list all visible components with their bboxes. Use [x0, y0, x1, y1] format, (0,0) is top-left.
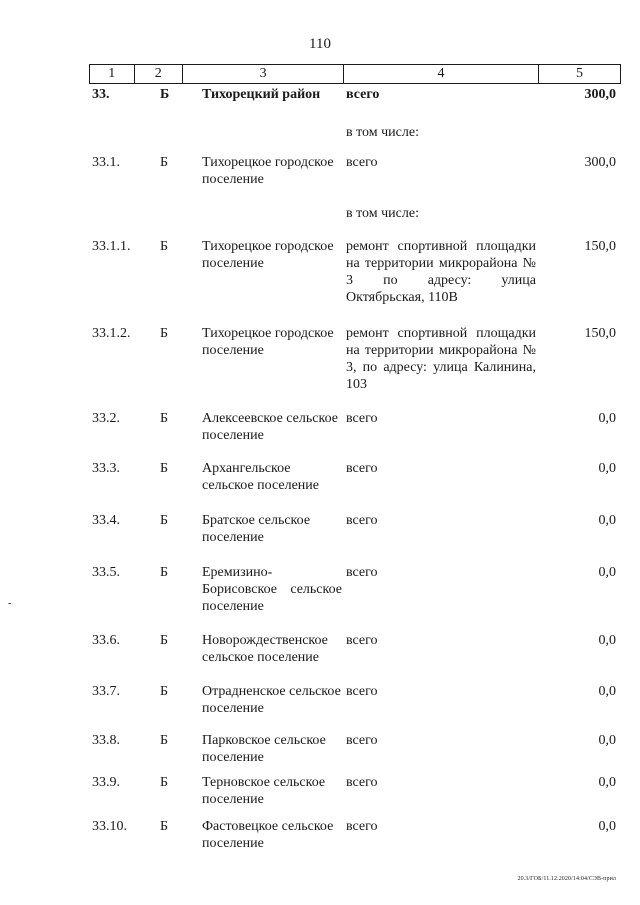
row-name: Парковское сельское поселение	[202, 733, 326, 765]
row-number: 33.10.	[92, 819, 127, 834]
row-value: 300,0	[584, 155, 616, 170]
row-number: 33.	[92, 87, 110, 102]
column-header-1: 1	[90, 65, 135, 84]
row-description: всего	[346, 155, 378, 170]
row-number: 33.4.	[92, 513, 120, 528]
row-value: 0,0	[598, 565, 616, 580]
row-value: 0,0	[598, 819, 616, 834]
row-number: 33.1.2.	[92, 326, 131, 341]
row-description: в том числе:	[346, 206, 419, 221]
row-category: Б	[160, 155, 169, 170]
row-category: Б	[160, 819, 169, 834]
column-header-5: 5	[538, 65, 620, 84]
row-number: 33.3.	[92, 461, 120, 476]
row-category: Б	[160, 326, 169, 341]
row-description: всего	[346, 733, 378, 748]
row-description: всего	[346, 819, 378, 834]
row-value: 0,0	[598, 513, 616, 528]
row-description: в том числе:	[346, 125, 419, 140]
page-number: 110	[309, 36, 331, 52]
row-name: Терновское сельское поселение	[202, 775, 326, 807]
row-name: Тихорецкое городское поселение	[202, 155, 334, 187]
row-value: 300,0	[584, 87, 616, 102]
row-category: Б	[160, 239, 169, 254]
row-number: 33.2.	[92, 411, 120, 426]
row-name: Новорождественское сельское поселение	[202, 633, 328, 665]
row-description: всего	[346, 411, 378, 426]
row-description: всего	[346, 633, 378, 648]
document-footer-code: 20.3/ГОБ/11.12.2020/14:04/СЭВ-прил	[517, 876, 616, 882]
row-name: Еремизино-Борисовское сельское поселение	[202, 565, 342, 614]
row-description: ремонт спортивной площадки на территории микрорайона № 3 по адресу: улица Октябрьская, 110В	[346, 239, 536, 305]
row-name: Отрадненское сельское поселение	[202, 684, 341, 716]
row-category: Б	[160, 87, 170, 102]
column-header-3: 3	[183, 65, 344, 84]
column-header-4: 4	[344, 65, 539, 84]
row-category: Б	[160, 733, 169, 748]
row-category: Б	[160, 633, 169, 648]
row-description: всего	[346, 565, 378, 580]
row-value: 0,0	[598, 633, 616, 648]
column-header-table	[89, 64, 621, 84]
row-name: Алексеевское сельское поселение	[202, 411, 338, 443]
row-category: Б	[160, 513, 169, 528]
row-category: Б	[160, 684, 169, 699]
row-category: Б	[160, 411, 169, 426]
row-number: 33.5.	[92, 565, 120, 580]
row-number: 33.8.	[92, 733, 120, 748]
row-number: 33.1.	[92, 155, 120, 170]
row-number: 33.9.	[92, 775, 120, 790]
row-number: 33.6.	[92, 633, 120, 648]
row-name: Тихорецкое городское поселение	[202, 239, 334, 271]
row-category: Б	[160, 461, 169, 476]
row-name: Тихорецкий район	[202, 87, 321, 102]
row-category: Б	[160, 565, 169, 580]
row-description: всего	[346, 513, 378, 528]
row-description: всего	[346, 461, 378, 476]
column-header-2: 2	[134, 65, 183, 84]
row-name: Фастовецкое сельское поселение	[202, 819, 334, 851]
row-name: Тихорецкое городское поселение	[202, 326, 334, 358]
row-value: 0,0	[598, 775, 616, 790]
row-value: 0,0	[598, 684, 616, 699]
row-value: 0,0	[598, 461, 616, 476]
row-name: Братское сельское поселение	[202, 513, 311, 545]
row-number: 33.1.1.	[92, 239, 131, 254]
row-description: всего	[346, 87, 380, 102]
row-value: 150,0	[584, 239, 616, 254]
row-value: 150,0	[584, 326, 616, 341]
row-description: всего	[346, 775, 378, 790]
row-number: 33.7.	[92, 684, 120, 699]
row-value: 0,0	[598, 733, 616, 748]
row-value: 0,0	[598, 411, 616, 426]
row-description: всего	[346, 684, 378, 699]
margin-mark: -	[8, 598, 12, 609]
row-name: Архангельское сельское поселение	[202, 461, 319, 493]
row-category: Б	[160, 775, 169, 790]
row-description: ремонт спортивной площадки на территории микрорайона № 3, по адресу: улица Калинина, 103	[346, 326, 536, 392]
